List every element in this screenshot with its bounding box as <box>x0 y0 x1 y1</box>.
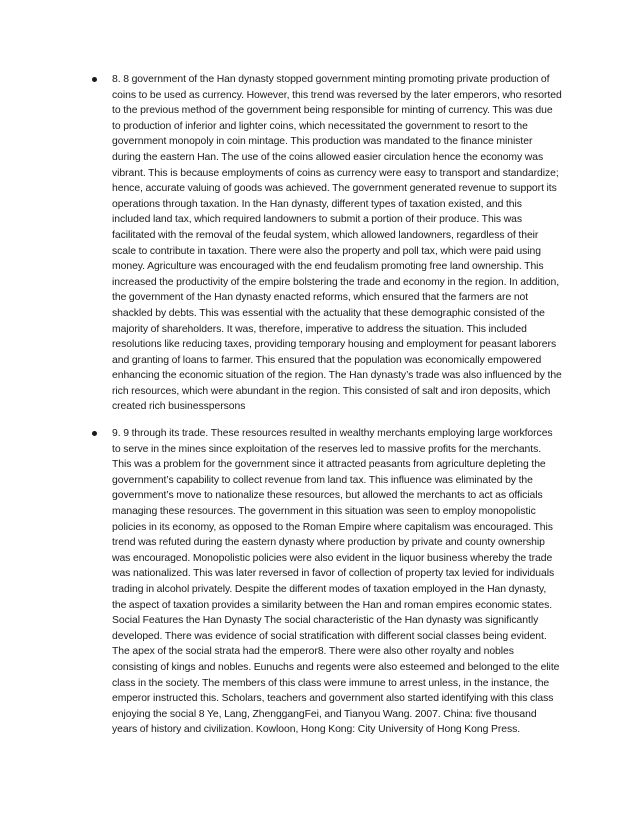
list-item <box>92 72 562 415</box>
paragraph-text: 8. 8 government of the Han dynasty stopped government minting promoting private production of coins to be used as currency. However, this trend was reversed by the later emperors, who resorted to the previous method of the government being responsible for minting of currency. This was due to production of inferior and lighter coins, which necessitated the government to resort to the government monopoly in coin mintage. This production was mandated to the finance minister during the eastern Han. The use of the coins allowed easier circulation hence the economy was vibrant. This is because employments of coins as currency were easy to transport and standardize; hence, accurate valuing of goods was achieved. The government generated revenue to support its operations through taxation. In the Han dynasty, different types of taxation existed, and this included land tax, which required landowners to submit a portion of their produce. This was facilitated with the removal of the feudal system, which allowed landowners, regardless of their scale to contribute in taxation. There were also the property and poll tax, which were paid using money. Agriculture was encouraged with the end feudalism promoting free land ownership. This increased the productivity of the empire bolstering the trade and economy in the region. In addition, the government of the Han dynasty enacted reforms, which ensured that the farmers are not shackled by debts. This was essential with the actuality that these demographic consisted of the majority of shareholders. It was, therefore, imperative to address the situation. This included resolutions like reducing taxes, providing temporary housing and employment for peasant laborers and granting of loans to farmer. This ensured that the population was economically empowered enhancing the economic situation of the region. The Han dynasty’s trade was also influenced by the rich resources, which were abundant in the region. This consisted of salt and iron deposits, which created rich businesspersons <box>112 74 562 413</box>
bullet-list <box>92 72 562 749</box>
bullet-icon <box>92 77 97 82</box>
paragraph-text: 9. 9 through its trade. These resources resulted in wealthy merchants employing large workforces to serve in the mines since exploitation of the reserves led to massive profits for the merchants. This was a problem for the government since it attracted peasants from agriculture depleting the government’s capability to collect revenue from land tax. This influence was eliminated by the government’s move to nationalize these resources, but allowed the merchants to act as officials managing these resources. The government in this situation was seen to employ monopolistic policies in its economy, as opposed to the Roman Empire where capitalism was encouraged. This trend was refuted during the eastern dynasty where production by private and county ownership was encouraged. Monopolistic policies were also evident in the liquor business whereby the trade was nationalized. This was later reversed in favor of collection of property tax levied for individuals trading in alcohol privately. Despite the different modes of taxation employed in the Han dynasty, the aspect of taxation provides a similarity between the Han and roman empires economic states. Social Features the Han Dynasty The social characteristic of the Han dynasty was significantly developed. There was evidence of social stratification with different social classes being evident. The apex of the social strata had the emperor8. There were also other royalty and nobles consisting of kings and nobles. Eunuchs and regents were also esteemed and belonged to the elite class in the society. The members of this class were immune to arrest unless, in the instance, the emperor instructed this. Scholars, teachers and government also started identifying with this class enjoying the social 8 Ye, Lang, ZhenggangFei, and Tianyou Wang. 2007. China: five thousand years of history and civilization. Kowloon, Hong Kong: City University of Hong Kong Press. <box>112 428 560 736</box>
bullet-icon <box>92 431 97 436</box>
list-item <box>92 426 562 738</box>
